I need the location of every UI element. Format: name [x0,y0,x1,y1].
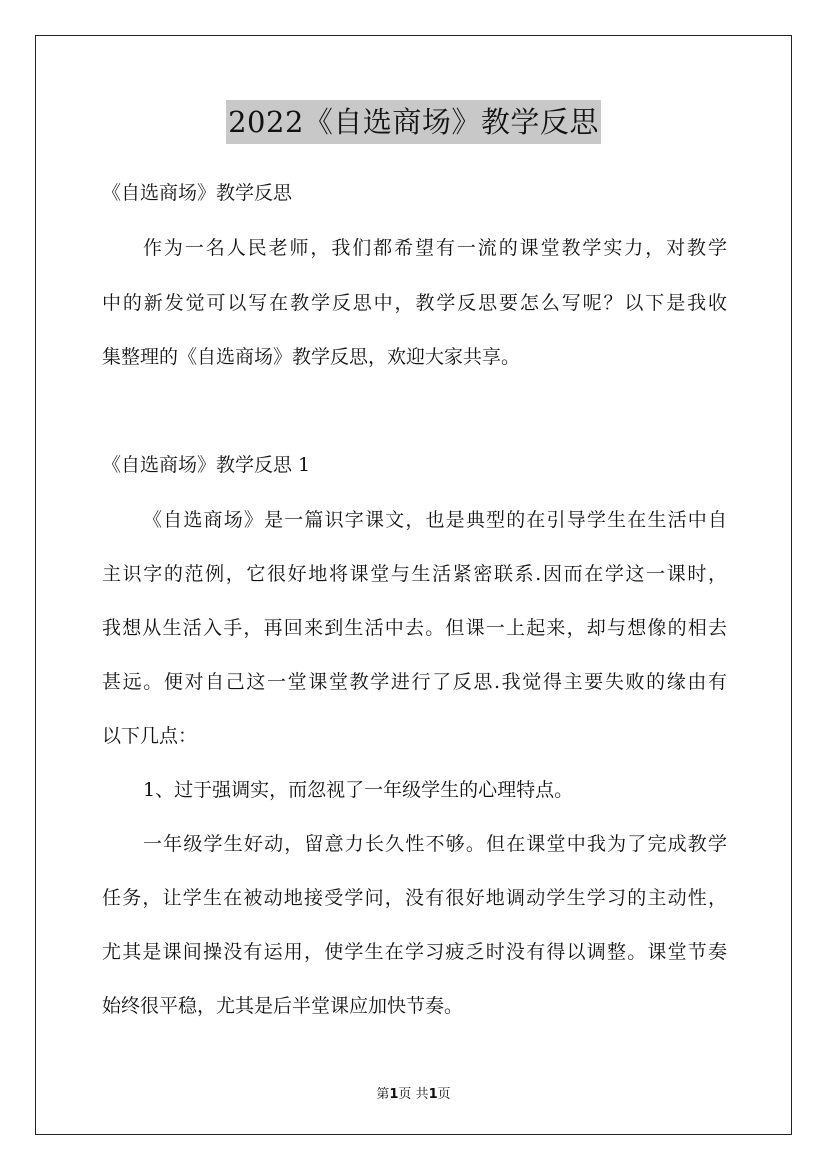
page-footer [0,1083,827,1102]
intro-line: 中的新发觉可以写在教学反思中，教学反思要怎么写呢？以下是我收 [102,292,727,314]
paragraph-line: 尤其是课间操没有运用，使学生在学习疲乏时没有得以调整。课堂节奏 [102,941,727,963]
paragraph-line: 主识字的范例，它很好地将课堂与生活紧密联系.因而在学这一课时， [102,563,727,585]
footer-suffix: 页 [437,1087,451,1102]
paragraph-line: 甚远。便对自己这一堂课堂教学进行了反思.我觉得主要失败的缘由有 [102,671,727,693]
intro-line: 作为一名人民老师，我们都希望有一流的课堂教学实力，对教学 [143,237,727,259]
footer-total-pages: 1 [428,1087,438,1102]
document-title: 2022《自选商场》教学反思 [226,100,601,144]
list-point: 1、过于强调实，而忽视了一年级学生的心理特点。 [143,779,574,801]
intro-line: 集整理的《自选商场》教学反思，欢迎大家共享。 [102,346,521,368]
paragraph-line: 《自选商场》是一篇识字课文，也是典型的在引导学生在生活中自 [143,509,727,531]
paragraph-line: 任务，让学生在被动地接受学问，没有很好地调动学生学习的主动性， [102,887,727,909]
section-heading: 《自选商场》教学反思 1 [102,454,311,476]
footer-current-page: 1 [389,1087,399,1102]
paragraph-line: 始终很平稳，尤其是后半堂课应加快节奏。 [102,995,464,1017]
footer-prefix: 第 [376,1087,390,1102]
paragraph-line: 以下几点： [102,725,198,747]
paragraph-line: 一年级学生好动，留意力长久性不够。但在课堂中我为了完成教学 [143,833,727,855]
footer-mid: 页 共 [398,1087,429,1102]
paragraph-line: 我想从生活入手，再回来到生活中去。但课一上起来，却与想像的相去 [102,617,727,639]
section-heading: 《自选商场》教学反思 [102,182,293,204]
title-container [0,100,827,144]
